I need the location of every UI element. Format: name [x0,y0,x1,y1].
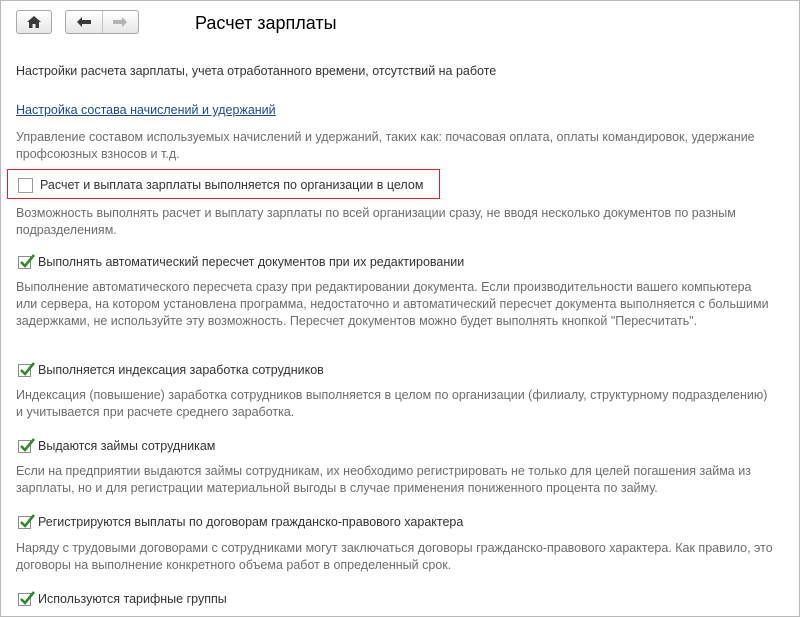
option-description: Индексация (повышение) заработка сотрудников выполняется в целом по организации (филиалу, структурному подразделению) и учитывается при расчете среднего заработка. [16,388,768,419]
option-description: Наряду с трудовыми договорами с сотрудниками могут заключаться договоры гражданско-правового характера. Как правило, это договоры на выполнение конкретного объема работ в определенный срок. [16,541,773,572]
option-civil-contracts[interactable] [18,513,463,531]
home-button[interactable] [16,10,52,34]
option-tariff-groups[interactable] [18,590,227,608]
checkmark-icon [19,253,35,269]
page-title: Расчет зарплаты [195,13,337,33]
checkbox-employee-loans[interactable] [18,440,31,453]
accruals-settings-description: Управление составом используемых начислений и удержаний, таких как: почасовая оплата, оплаты командировок, удержание профсоюзных взносов и т.д. [16,130,755,161]
checkbox-tariff-groups[interactable] [18,593,31,606]
option-org-wide-payroll[interactable] [18,176,423,194]
option-label: Регистрируются выплаты по договорам гражданско-правового характера [38,515,464,529]
back-button[interactable] [66,11,103,33]
option-auto-recalculation[interactable] [18,253,464,271]
option-description: Выполнение автоматического пересчета сразу при редактировании документа. Если производительности вашего компьютера или сервера, на котором установлена программа, недостаточно и автоматический пересчет документа выполняется с большими задержками, не используйте эту возможность. Пересчет документов можно будет выполнять кнопкой "Пересчитать". [16,280,769,328]
option-earnings-indexation[interactable] [18,361,324,379]
checkmark-icon [19,513,35,529]
option-description: Возможность выполнять расчет и выплату зарплаты по всей организации сразу, не вводя несколько документов по разным подразделениям. [16,206,736,237]
checkmark-icon [19,590,35,606]
checkmark-icon [19,437,35,453]
option-employee-loans[interactable] [18,437,215,455]
accruals-settings-link[interactable]: Настройка состава начислений и удержаний [16,103,276,117]
checkbox-auto-recalculation[interactable] [18,256,31,269]
option-label: Выдаются займы сотрудникам [38,439,216,453]
option-label: Расчет и выплата зарплаты выполняется по организации в целом [40,178,424,192]
option-label: Используются тарифные группы [38,592,227,606]
arrow-left-icon [77,17,91,27]
checkbox-civil-contracts[interactable] [18,516,31,529]
history-navigation [65,10,139,34]
page-subtitle: Настройки расчета зарплаты, учета отработанного времени, отсутствий на работе [16,64,497,78]
checkmark-icon [19,361,35,377]
arrow-right-icon [113,17,127,27]
checkbox-earnings-indexation[interactable] [18,364,31,377]
home-icon [27,16,41,28]
option-label: Выполняется индексация заработка сотрудников [38,363,324,377]
checkbox-org-wide-payroll[interactable] [18,178,33,193]
option-description: Если на предприятии выдаются займы сотрудникам, их необходимо регистрировать не только для целей погашения займа из зарплаты, но и для регистрации материальной выгоды в случае применения пониженного процента по займу. [16,464,751,495]
option-label: Выполнять автоматический пересчет документов при их редактировании [38,255,465,269]
forward-button[interactable] [103,11,139,33]
